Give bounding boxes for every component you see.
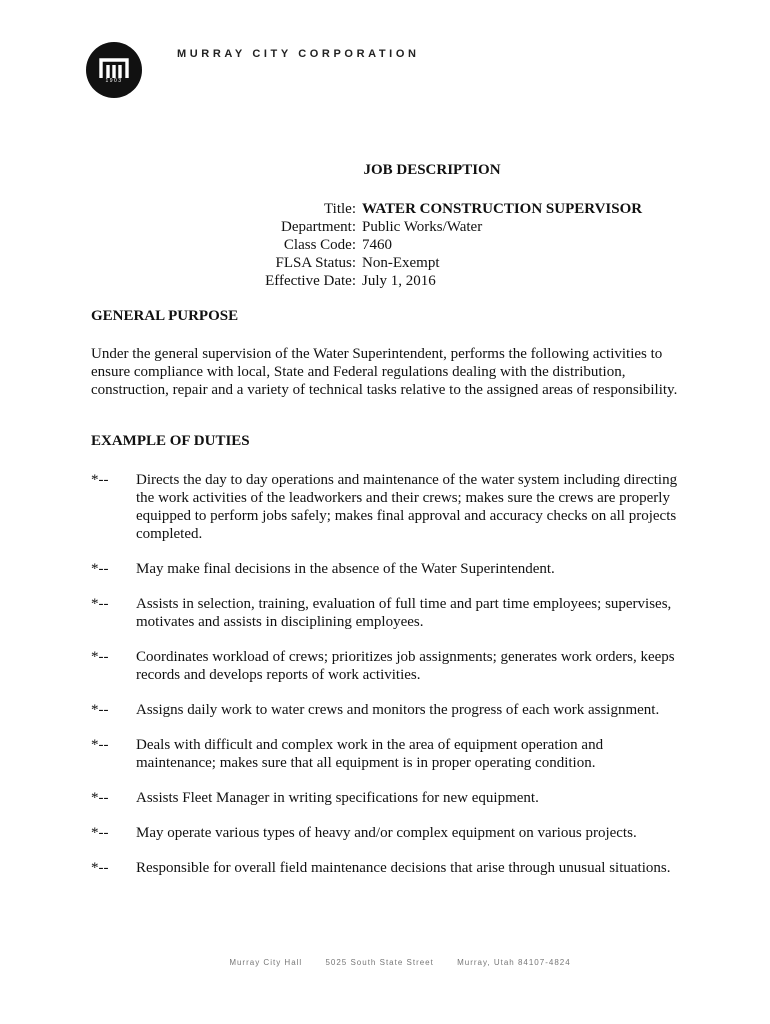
bullet-marker: *-- <box>91 737 109 753</box>
meta-row-effective-date <box>0 272 770 290</box>
murray-city-logo <box>86 42 142 98</box>
bullet-marker: *-- <box>91 702 109 718</box>
department-value: Public Works/Water <box>362 219 483 235</box>
bullet-marker: *-- <box>91 860 109 876</box>
title-label: Title: <box>324 201 356 217</box>
duty-text: Deals with difficult and complex work in the area of equipment operation and maintenance; makes sure that all equipment is in proper operating condition. <box>136 737 604 771</box>
duty-text: May operate various types of heavy and/or complex equipment on various projects. <box>136 825 637 841</box>
duty-text: Coordinates workload of crews; prioritizes job assignments; generates work orders, keeps records and develops reports of work activities. <box>136 649 675 683</box>
meta-row-title <box>0 200 770 218</box>
duties-list <box>91 471 691 894</box>
bullet-marker: *-- <box>91 561 109 577</box>
organization-name: MURRAY CITY CORPORATION <box>177 48 420 60</box>
flsa-status-label: FLSA Status: <box>275 255 356 271</box>
meta-row-flsa-status <box>0 254 770 272</box>
duty-text: Directs the day to day operations and maintenance of the water system including directing the work activities of the leadworkers and their crews; makes sure the crews are properly equipped to perform jobs safely; makes final approval and accuracy checks on all projects completed. <box>136 472 678 542</box>
meta-row-department <box>0 218 770 236</box>
list-item <box>91 595 691 631</box>
department-label: Department: <box>281 219 356 235</box>
bullet-marker: *-- <box>91 790 109 806</box>
document-heading: JOB DESCRIPTION <box>363 162 501 178</box>
duty-text: Assists in selection, training, evaluation of full time and part time employees; supervises, motivates and assists in disciplining employees. <box>136 596 672 630</box>
duty-text: Assigns daily work to water crews and monitors the progress of each work assignment. <box>136 702 660 718</box>
general-purpose-text: Under the general supervision of the Water Superintendent, performs the following activities to ensure compliance with local, State and Federal regulations dealing with the distribution, construction, repair and a variety of technical tasks relative to the assigned areas of responsibility. <box>91 346 678 398</box>
footer-city: Murray, Utah 84107-4824 <box>457 958 571 967</box>
duty-text: May make final decisions in the absence of the Water Superintendent. <box>136 561 555 577</box>
title-value: WATER CONSTRUCTION SUPERVISOR <box>362 201 643 217</box>
job-meta-block <box>0 200 770 290</box>
meta-row-class-code <box>0 236 770 254</box>
effective-date-label: Effective Date: <box>265 273 356 289</box>
page-footer <box>0 958 770 967</box>
bullet-marker: *-- <box>91 825 109 841</box>
list-item <box>91 648 691 684</box>
list-item <box>91 736 691 772</box>
effective-date-value: July 1, 2016 <box>362 273 436 289</box>
class-code-label: Class Code: <box>283 237 356 253</box>
duty-text: Responsible for overall field maintenance decisions that arise through unusual situations. <box>136 860 671 876</box>
general-purpose-heading: GENERAL PURPOSE <box>91 308 239 324</box>
duties-heading: EXAMPLE OF DUTIES <box>91 433 250 449</box>
footer-location: Murray City Hall <box>229 958 303 967</box>
list-item <box>91 471 691 543</box>
bullet-marker: *-- <box>91 472 109 488</box>
logo-m-mark <box>86 42 142 98</box>
duty-text: Assists Fleet Manager in writing specifications for new equipment. <box>136 790 539 806</box>
list-item <box>91 560 691 578</box>
logo-year: 1903 <box>105 78 123 84</box>
bullet-marker: *-- <box>91 649 109 665</box>
class-code-value: 7460 <box>362 237 392 253</box>
footer-street: 5025 South State Street <box>325 958 434 967</box>
list-item <box>91 859 691 877</box>
list-item <box>91 789 691 807</box>
list-item <box>91 701 691 719</box>
list-item <box>91 824 691 842</box>
bullet-marker: *-- <box>91 596 109 612</box>
flsa-status-value: Non-Exempt <box>362 255 440 271</box>
